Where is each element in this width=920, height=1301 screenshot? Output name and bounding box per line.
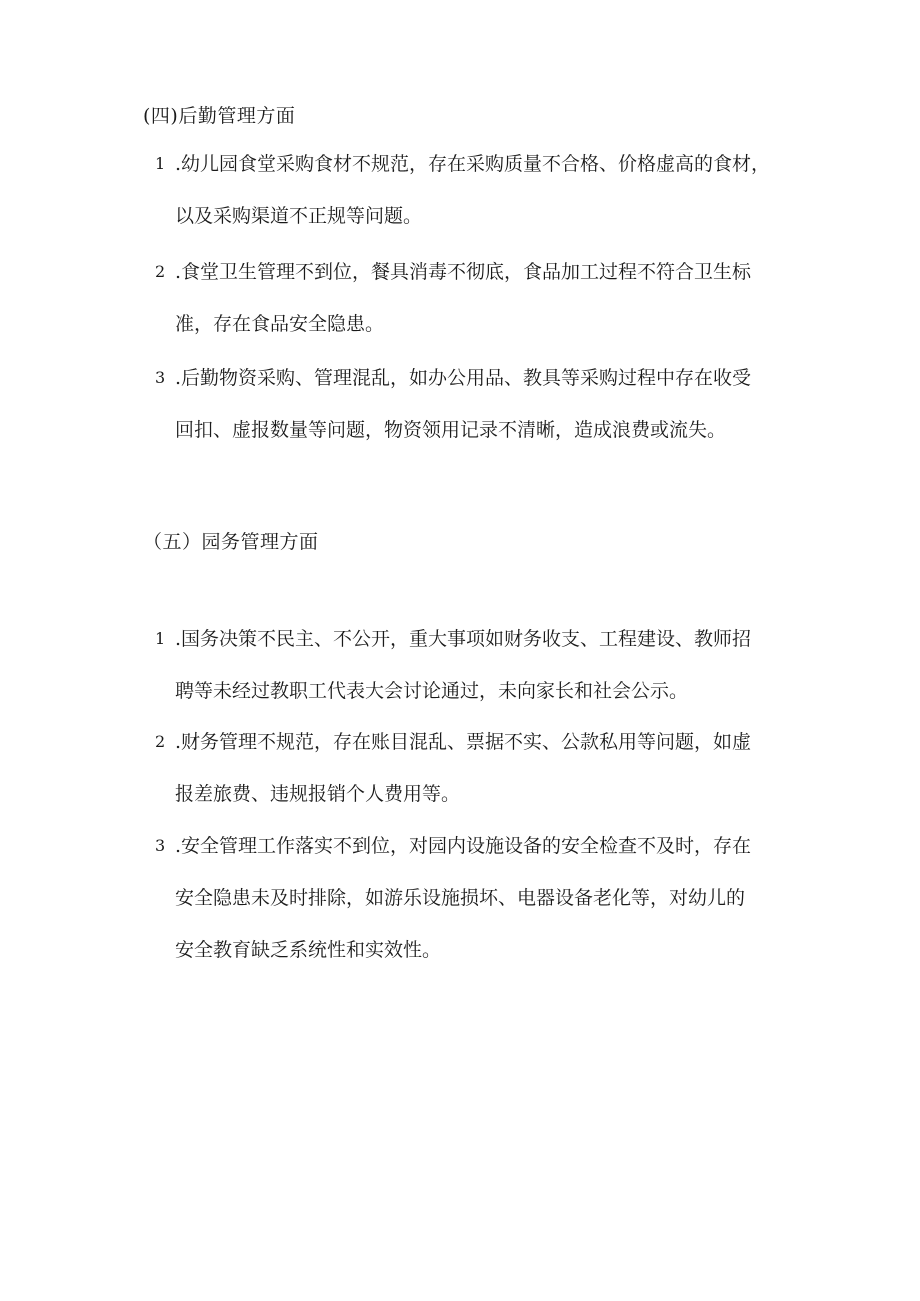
item-line: .安全管理工作落实不到位，对园内设施设备的安全检查不及时，存在: [175, 835, 752, 857]
item-text: [175, 820, 805, 976]
list-item: [155, 613, 805, 717]
item-line: 聘等未经过教职工代表大会讨论通过，未向家长和社会公示。: [175, 680, 689, 702]
item-line: .后勤物资采购、管理混乱，如办公用品、教具等采购过程中存在收受: [175, 367, 752, 389]
list-item: [155, 820, 805, 976]
item-number: 2: [155, 732, 166, 751]
item-text: [175, 138, 805, 242]
item-line: 以及采购渠道不正规等问题。: [175, 205, 423, 227]
item-line: 安全隐患未及时排除，如游乐设施损坏、电器设备老化等，对幼儿的: [175, 887, 746, 909]
item-text: [175, 716, 805, 820]
item-line: .财务管理不规范，存在账目混乱、票据不实、公款私用等问题，如虚: [175, 731, 752, 753]
item-line: .食堂卫生管理不到位，餐具消毒不彻底，食品加工过程不符合卫生标: [175, 261, 752, 283]
item-text: [175, 246, 805, 350]
list-item: [155, 716, 805, 820]
item-text: [175, 352, 805, 456]
list-item: [155, 246, 805, 350]
item-line: 报差旅费、违规报销个人费用等。: [175, 783, 461, 805]
item-number: 3: [155, 836, 166, 855]
item-number: 1: [155, 629, 166, 648]
list-item: [155, 352, 805, 456]
item-line: 准，存在食品安全隐患。: [175, 313, 385, 335]
list-item: [155, 138, 805, 242]
item-number: 1: [155, 154, 166, 173]
item-number: 3: [155, 368, 166, 387]
section-heading-administration: （五）园务管理方面: [143, 531, 319, 553]
item-line: .国务决策不民主、不公开，重大事项如财务收支、工程建设、教师招: [175, 628, 752, 650]
item-line: .幼儿园食堂采购食材不规范，存在采购质量不合格、价格虚高的食材，: [175, 153, 771, 175]
item-number: 2: [155, 262, 166, 281]
item-text: [175, 613, 805, 717]
item-line: 安全教育缺乏系统性和实效性。: [175, 939, 442, 961]
section-heading-logistics: (四)后勤管理方面: [143, 105, 296, 127]
item-line: 回扣、虚报数量等问题，物资领用记录不清晰，造成浪费或流失。: [175, 419, 727, 441]
